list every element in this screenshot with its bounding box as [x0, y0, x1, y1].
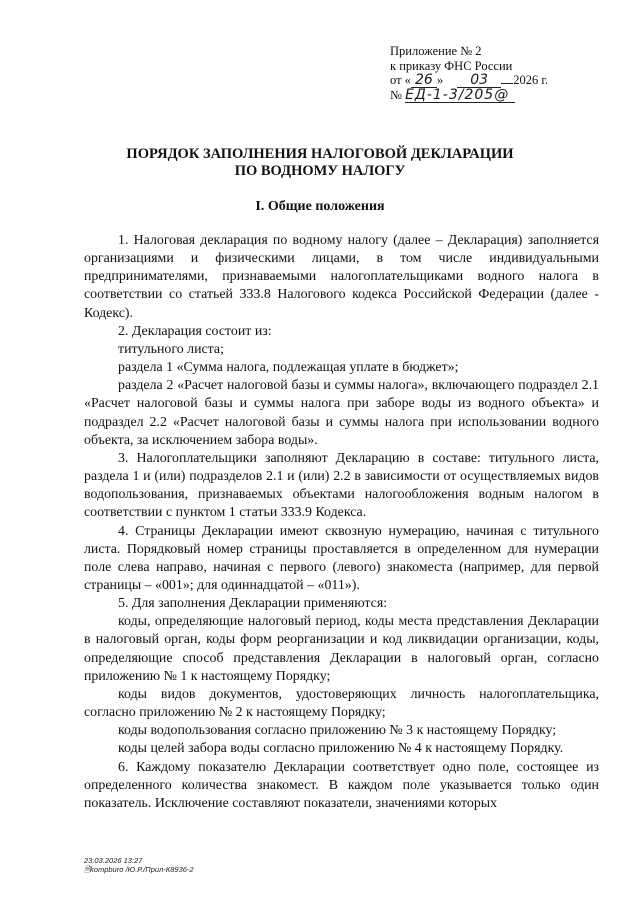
date-prefix: от «: [390, 73, 411, 87]
paragraph: коды целей забора воды согласно приложению № 4 к настоящему Порядку.: [118, 741, 564, 757]
paragraph: 1. Налоговая декларация по водному налогу (далее – Декларация) заполняется организациями и физическими лицами, в том числе индивидуальными предпринимателями, признаваемыми налогоплательщиками водного налога в соответствии со статьей 333.8 Налогового кодекса Российской Федерации (далее - Кодекс).: [84, 233, 599, 321]
paragraph: 4. Страницы Декларации имеют сквозную нумерацию, начиная с титульного листа. Порядковый номер страницы проставляется в определенном для нумерации поле слева направо, начиная с первого (левого) знакоместа (например, для первой страницы – «001»; для одиннадцатой – «011»).: [84, 523, 599, 593]
footer-timestamp: 23.03.2026 13:27: [84, 856, 143, 865]
print-footer: [84, 856, 194, 874]
paragraph: коды водопользования согласно приложению № 3 к настоящему Порядку;: [118, 723, 557, 739]
number-handwritten: ЕД-1-3/205@: [405, 89, 515, 103]
document-body: [84, 232, 599, 813]
appendix-number: Приложение № 2: [390, 44, 482, 58]
paragraph: коды видов документов, удостоверяющих личность налогоплательщика, согласно приложению № 2 к настоящему Порядку;: [84, 686, 599, 721]
paragraph: раздела 2 «Расчет налоговой базы и суммы налога», включающего подраздел 2.1 «Расчет налоговой базы и суммы налога при заборе воды из водного объекта» и подраздел 2.2 «Расчет налоговой базы и суммы налога при использовании водного объекта, за исключением забора воды».: [84, 378, 599, 448]
date-month-handwritten: 03: [457, 74, 501, 88]
paragraph: 3. Налогоплательщики заполняют Декларацию в составе: титульного листа, раздела 1 и (или) подразделов 2.1 и (или) 2.2 в зависимости от осуществляемых видов водопользования, признаваемых объектами налогообложения водным налогом в соответствии с пунктом 1 статьи 333.9 Кодекса.: [84, 450, 599, 521]
order-date: [390, 73, 560, 88]
paragraph: раздела 1 «Сумма налога, подлежащая уплате в бюджет»;: [118, 360, 459, 376]
paragraph: коды, определяющие налоговый период, коды места представления Декларации в налоговый орган, коды форм реорганизации и код ликвидации организации, коды, определяющие способ представления Декларации в налоговый орган, согласно приложению № 1 к настоящему Порядку;: [84, 614, 599, 684]
section-heading: I. Общие положения: [255, 199, 385, 214]
title-line-1: ПОРЯДОК ЗАПОЛНЕНИЯ НАЛОГОВОЙ ДЕКЛАРАЦИИ: [126, 146, 514, 162]
paragraph: 6. Каждому показателю Декларации соответствует одно поле, состоящее из определенного количества знакомест. В каждом поле указывается только один показатель. Исключение составляют показатели, значениями которых: [84, 759, 599, 811]
date-year: 2026: [513, 73, 539, 87]
date-suffix: г.: [538, 73, 549, 87]
footer-path: kompburo /Ю.Р./Прил-К8936-2: [90, 865, 194, 874]
paragraph: титульного листа;: [118, 341, 224, 357]
footer-path-line: [84, 865, 194, 874]
paragraph: 5. Для заполнения Декларации применяются:: [118, 596, 388, 612]
appendix-header: [390, 44, 560, 103]
date-day-handwritten: 26: [411, 74, 437, 88]
title-line-2: ПО ВОДНОМУ НАЛОГУ: [234, 163, 406, 179]
paragraph: 2. Декларация состоит из:: [118, 323, 272, 339]
number-prefix: №: [390, 88, 406, 102]
document-icon: 🗎: [84, 865, 91, 874]
document-title: [0, 146, 640, 180]
date-mid: »: [436, 73, 444, 87]
order-number: [390, 88, 560, 103]
order-reference: к приказу ФНС России: [390, 58, 513, 73]
